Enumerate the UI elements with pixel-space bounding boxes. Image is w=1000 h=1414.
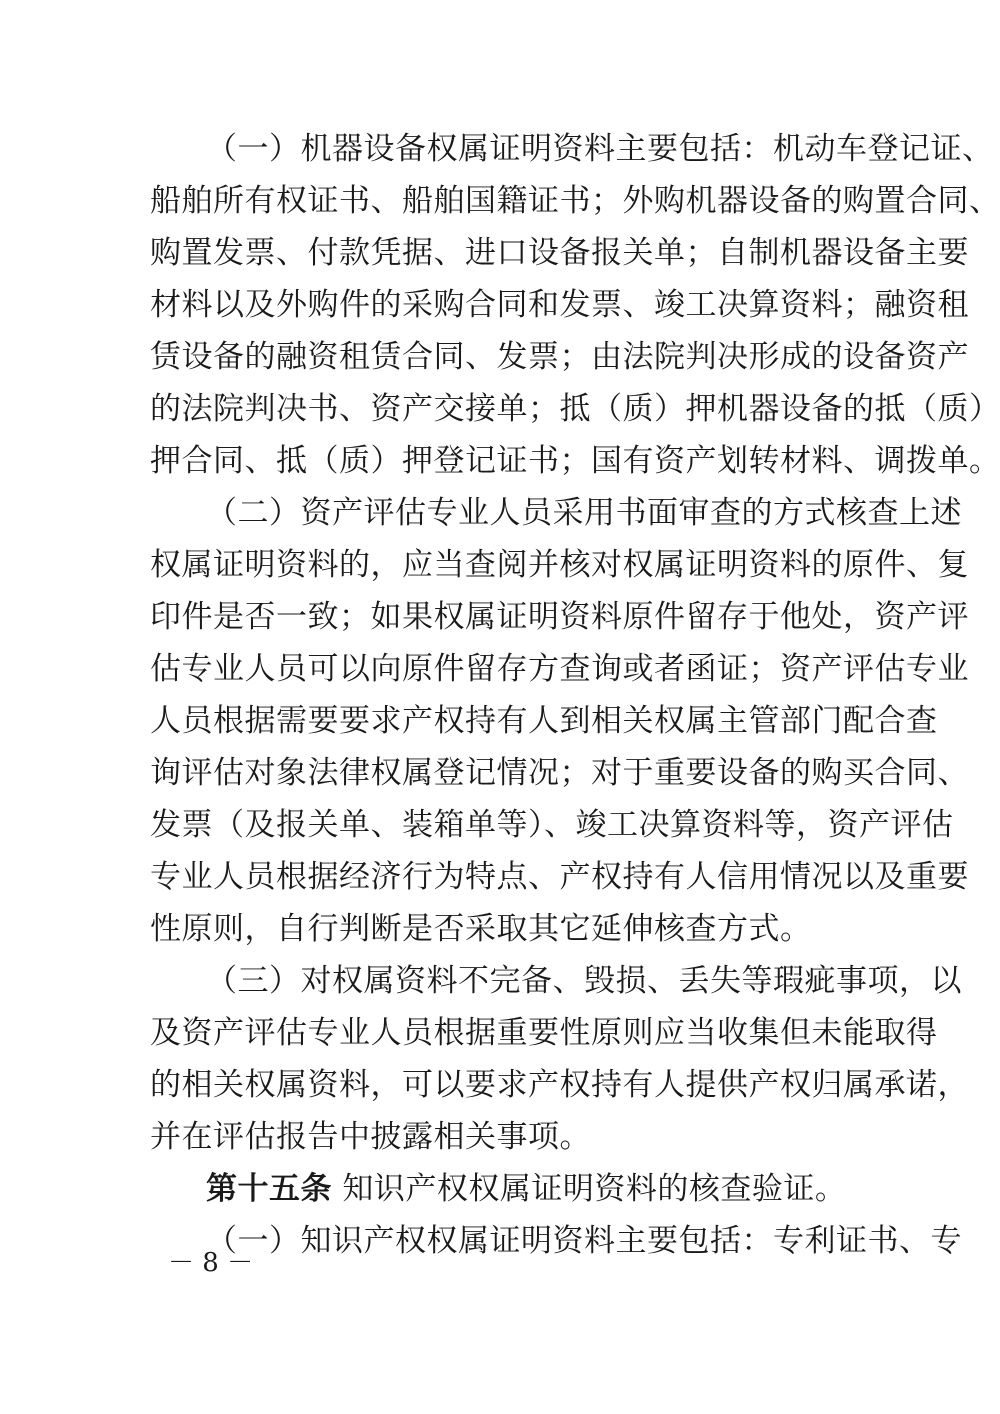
- paragraph-1-line-1: （一）机器设备权属证明资料主要包括：机动车登记证、: [206, 131, 994, 167]
- paragraph-2-line-2: 权属证明资料的，应当查阅并核对权属证明资料的原件、复: [150, 547, 969, 583]
- article-15-heading: 第十五条: [206, 1171, 332, 1207]
- paragraph-2-line-9: 性原则，自行判断是否采取其它延伸核查方式。: [150, 911, 812, 947]
- paragraph-2-line-4: 估专业人员可以向原件留存方查询或者函证；资产评估专业: [150, 651, 969, 687]
- paragraph-2-line-1: （二）资产评估专业人员采用书面审查的方式核查上述: [206, 495, 962, 531]
- paragraph-1-line-4: 材料以及外购件的采购合同和发票、竣工决算资料；融资租: [150, 287, 969, 323]
- article-15-text: 知识产权权属证明资料的核查验证。: [342, 1171, 847, 1207]
- paragraph-1-line-5: 赁设备的融资租赁合同、发票；由法院判决形成的设备资产: [150, 339, 969, 375]
- paragraph-3-line-4: 并在评估报告中披露相关事项。: [150, 1119, 591, 1155]
- paragraph-2-line-6: 询评估对象法律权属登记情况；对于重要设备的购买合同、: [150, 755, 969, 791]
- paragraph-1-line-3: 购置发票、付款凭据、进口设备报关单；自制机器设备主要: [150, 235, 969, 271]
- paragraph-4-line-1: （一）知识产权权属证明资料主要包括：专利证书、专: [206, 1223, 962, 1259]
- paragraph-3-line-1: （三）对权属资料不完备、毁损、丢失等瑕疵事项，以: [206, 963, 962, 999]
- paragraph-3-line-2: 及资产评估专业人员根据重要性原则应当收集但未能取得: [150, 1015, 938, 1051]
- page-number: － 8 －: [168, 1248, 254, 1278]
- paragraph-2-line-8: 专业人员根据经济行为特点、产权持有人信用情况以及重要: [150, 859, 969, 895]
- paragraph-2-line-7: 发票（及报关单、装箱单等）、竣工决算资料等，资产评估: [150, 807, 954, 843]
- paragraph-3-line-3: 的相关权属资料，可以要求产权持有人提供产权归属承诺，: [150, 1067, 969, 1103]
- paragraph-2-line-3: 印件是否一致；如果权属证明资料原件留存于他处，资产评: [150, 599, 969, 635]
- article-15-line: [206, 1171, 847, 1207]
- paragraph-1-line-7: 押合同、抵（质）押登记证书；国有资产划转材料、调拨单。: [150, 443, 1000, 479]
- paragraph-1-line-2: 船舶所有权证书、船舶国籍证书；外购机器设备的购置合同、: [150, 183, 1000, 219]
- paragraph-2-line-5: 人员根据需要要求产权持有人到相关权属主管部门配合查: [150, 703, 938, 739]
- paragraph-1-line-6: 的法院判决书、资产交接单；抵（质）押机器设备的抵（质）: [150, 391, 1000, 427]
